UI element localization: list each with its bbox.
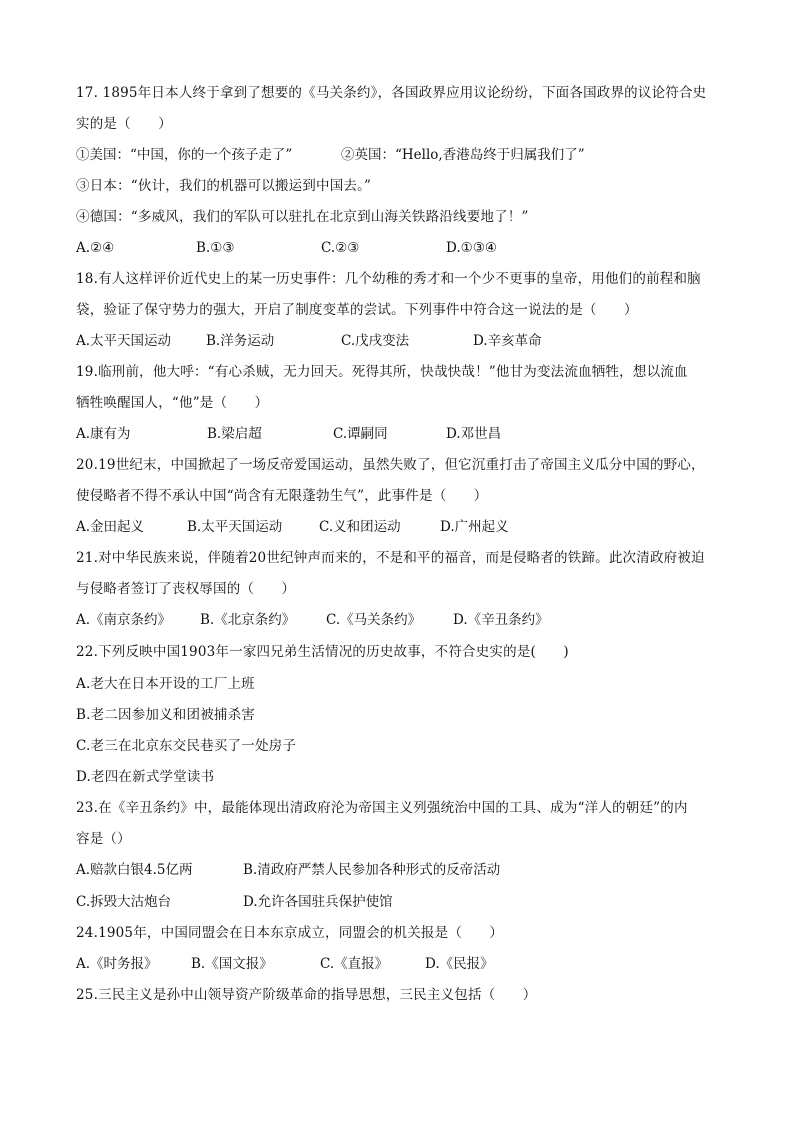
q17-options xyxy=(76,238,736,258)
q19-option-b: B.梁启超 xyxy=(207,426,262,442)
q19-option-d: D.邓世昌 xyxy=(446,426,502,442)
q21-option-d: D.《辛丑条约》 xyxy=(453,612,549,628)
q19-option-c: C.谭嗣同 xyxy=(333,426,388,442)
q23-stem-line2: 容是（） xyxy=(76,831,131,847)
q23-option-d: D.允许各国驻兵保护使馆 xyxy=(243,894,393,910)
q17-option-b: B.①③ xyxy=(196,240,235,256)
q23-options-row1 xyxy=(76,860,736,880)
q18-stem-line2: 袋，验证了保守势力的强大，开启了制度变革的尝试。下列事件中符合这一说法的是（ ） xyxy=(76,302,638,318)
q21-stem-line1: 21.对中华民族来说，伴随着20世纪钟声而来的，不是和平的福音，而是侵略者的铁蹄。此次清政府被迫 xyxy=(76,550,705,566)
q18-option-b: B.洋务运动 xyxy=(206,333,275,349)
q19-stem-line2: 牺牲唤醒国人，“他”是（ ） xyxy=(76,395,269,411)
q17-statement-3: ③日本：“伙计，我们的机器可以搬运到中国去。” xyxy=(76,178,372,194)
q17-option-d: D.①③④ xyxy=(446,240,497,256)
q20-option-a: A.金田起义 xyxy=(76,519,145,535)
q23-stem-line1: 23.在《辛丑条约》中，最能体现出清政府沦为帝国主义列强统治中国的工具、成为“洋人的朝廷”的内 xyxy=(76,800,688,816)
q21-options xyxy=(76,610,736,630)
q24-stem-line1: 24.1905年，中国同盟会在日本东京成立，同盟会的机关报是（ ） xyxy=(76,925,504,941)
q17-statement-row xyxy=(76,145,736,165)
q23-option-c: C.拆毁大沽炮台 xyxy=(76,894,172,910)
q23-options-row2 xyxy=(76,892,736,912)
q20-stem-line2: 使侵略者不得不承认中国“尚含有无限蓬勃生气”，此事件是（ ） xyxy=(76,488,488,504)
q18-option-c: C.戊戌变法 xyxy=(341,333,410,349)
q19-options xyxy=(76,424,736,444)
q24-options xyxy=(76,954,736,974)
q18-stem-line1: 18.有人这样评价近代史上的某一历史事件：几个幼稚的秀才和一个少不更事的皇帝，用他们的前程和脑 xyxy=(76,271,701,287)
q17-stem-line1: 17. 1895年日本人终于拿到了想要的《马关条约》，各国政界应用议论纷纷，下面各国政界的议论符合史 xyxy=(76,85,707,101)
q20-stem-line1: 20.19世纪末，中国掀起了一场反帝爱国运动，虽然失败了，但它沉重打击了帝国主义瓜分中国的野心， xyxy=(76,457,705,473)
q20-option-b: B.太平天国运动 xyxy=(187,519,283,535)
q20-option-d: D.广州起义 xyxy=(440,519,509,535)
q24-option-b: B.《国文报》 xyxy=(191,956,273,972)
q21-stem-line2: 与侵略者签订了丧权辱国的（ ） xyxy=(76,581,296,597)
q22-stem-line1: 22.下列反映中国1903年一家四兄弟生活情况的历史故事，不符合史实的是( ) xyxy=(76,644,569,660)
q22-option-b: B.老二因参加义和团被捕杀害 xyxy=(76,707,256,723)
q22-option-a: A.老大在日本开设的工厂上班 xyxy=(76,676,255,692)
q18-option-d: D.辛亥革命 xyxy=(473,333,542,349)
q17-option-a: A.②④ xyxy=(76,240,115,256)
q18-options xyxy=(76,331,736,351)
q20-option-c: C.义和团运动 xyxy=(319,519,401,535)
q18-option-a: A.太平天国运动 xyxy=(76,333,172,349)
q21-option-a: A.《南京条约》 xyxy=(76,612,172,628)
q17-statement-2: ②英国：“Hello,香港岛终于归属我们了” xyxy=(341,147,585,163)
q22-option-d: D.老四在新式学堂读书 xyxy=(76,769,215,785)
q17-statement-1: ①美国：“中国，你的一个孩子走了” xyxy=(76,147,293,163)
q21-option-b: B.《北京条约》 xyxy=(200,612,296,628)
q23-option-a: A.赔款白银4.5亿两 xyxy=(76,862,193,878)
q23-option-b: B.清政府严禁人民参加各种形式的反帝活动 xyxy=(243,862,501,878)
q24-option-a: A.《时务报》 xyxy=(76,956,158,972)
q25-stem-line1: 25.三民主义是孙中山领导资产阶级革命的指导思想，三民主义包括（ ） xyxy=(76,987,537,1003)
q19-stem-line1: 19.临刑前，他大呼：“有心杀贼，无力回天。死得其所，快哉快哉！”他甘为变法流血牺牲，想以流血 xyxy=(76,364,688,380)
q17-option-c: C.②③ xyxy=(321,240,360,256)
q21-option-c: C.《马关条约》 xyxy=(326,612,422,628)
q17-statement-4: ④德国：“多威风，我们的军队可以驻扎在北京到山海关铁路沿线要地了！” xyxy=(76,209,529,225)
q24-option-d: D.《民报》 xyxy=(425,956,494,972)
q19-option-a: A.康有为 xyxy=(76,426,131,442)
q22-option-c: C.老三在北京东交民巷买了一处房子 xyxy=(76,738,297,754)
q17-stem-line2: 实的是（ ） xyxy=(76,116,172,132)
q24-option-c: C.《直报》 xyxy=(320,956,389,972)
q20-options xyxy=(76,517,736,537)
